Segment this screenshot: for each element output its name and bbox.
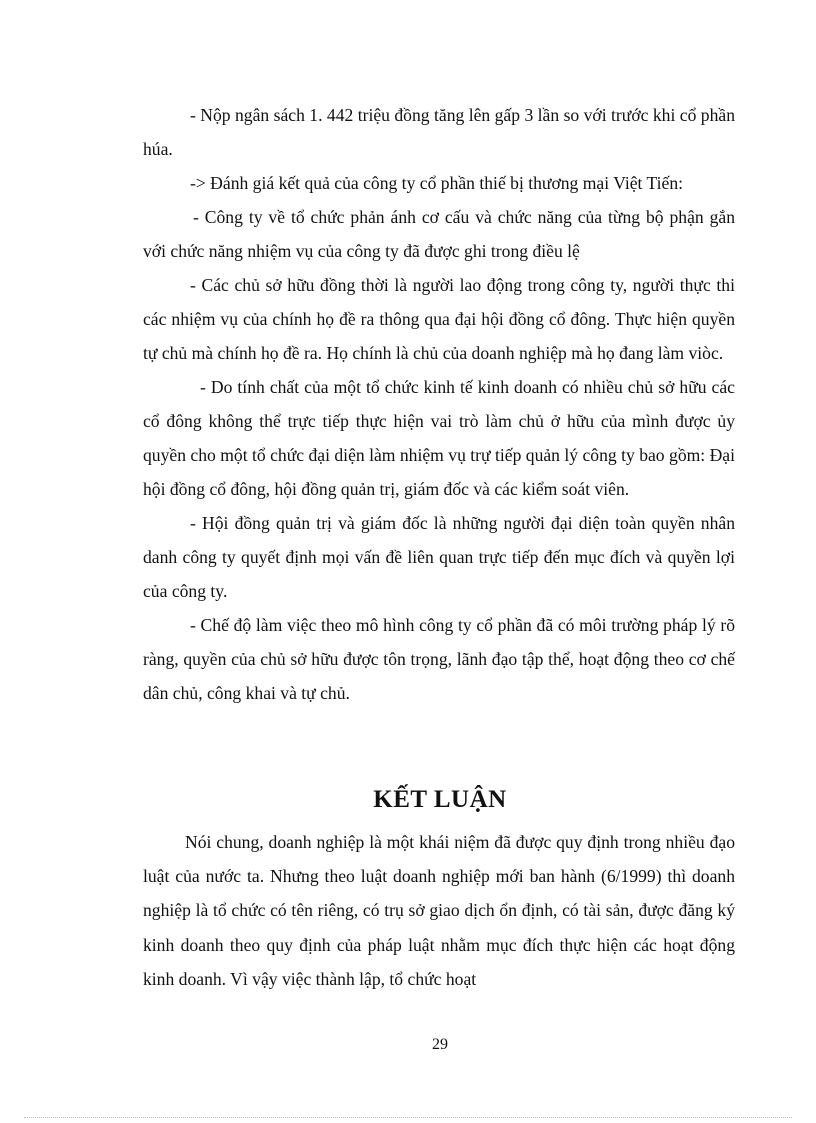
paragraph-owners: - Các chủ sở hữu đồng thời là người lao động trong công ty, người thực thi các nhiệm vụ của chính họ đề ra thông qua đại hội đồng cổ đông. Thực hiện quyền tự chủ mà chính họ đề ra. Họ chính là chủ của doanh nghiệp mà họ đang làm viòc. xyxy=(143,275,735,363)
footer-divider xyxy=(24,1117,792,1118)
section-heading: KẾT LUẬN xyxy=(373,786,507,813)
paragraph-budget: - Nộp ngân sách 1. 442 triệu đồng tăng lên gấp 3 lần so với trước khi cổ phần húa. xyxy=(143,105,735,159)
paragraph-conclusion: Nói chung, doanh nghiệp là một khái niệm đã được quy định trong nhiều đạo luật của nước ta. Nhưng theo luật doanh nghiệp mới ban hành (6/1999) thì doanh nghiệp là tổ chức có tên riêng, có trụ sở giao dịch ổn định, có tài sản, được đăng ký kinh doanh theo quy định của pháp luật nhằm mục đích thực hiện các hoạt động kinh doanh. Vì vậy việc thành lập, tổ chức hoạt xyxy=(143,832,735,989)
paragraph-board: - Hội đồng quản trị và giám đốc là những người đại diện toàn quyền nhân danh công ty quyết định mọi vấn đề liên quan trực tiếp đến mục đích và quyền lợi của công ty. xyxy=(143,513,735,601)
paragraph-structure: - Công ty về tổ chức phản ánh cơ cấu và chức năng của từng bộ phận gắn với chức năng nhiệm vụ của công ty đã được ghi trong điều lệ xyxy=(143,207,735,261)
page-number: 29 xyxy=(432,1036,448,1053)
conclusion-text xyxy=(143,825,735,996)
paragraph-shareholders: - Do tính chất của một tổ chức kinh tế kinh doanh có nhiều chủ sở hữu các cổ đông không thể trực tiếp thực hiện vai trò làm chủ ở hữu của mình được ủy quyền cho một tổ chức đại diện làm nhiệm vụ trự tiếp quản lý công ty bao gồm: Đại hội đồng cổ đông, hội đồng quản trị, giám đốc và các kiểm soát viên. xyxy=(143,377,735,499)
body-text xyxy=(143,98,735,710)
paragraph-regime: - Chế độ làm việc theo mô hình công ty cổ phần đã có môi trường pháp lý rõ ràng, quyền của chủ sở hữu được tôn trọng, lãnh đạo tập thể, hoạt động theo cơ chế dân chủ, công khai và tự chủ. xyxy=(143,615,735,703)
paragraph-evaluation: -> Đánh giá kết quả của công ty cổ phần thiế bị thương mại Việt Tiến: xyxy=(190,173,684,193)
